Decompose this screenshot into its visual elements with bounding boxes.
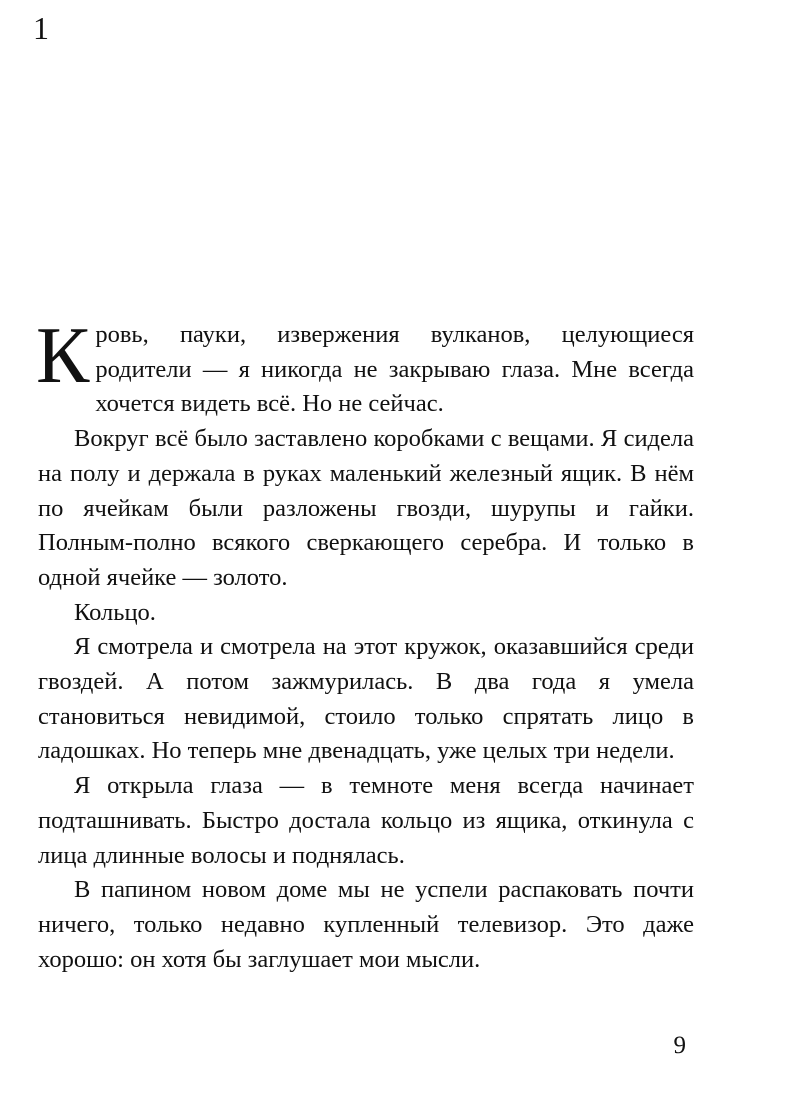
paragraph-6: В папином новом доме мы не успели распаковать почти ничего, только недавно купленный телевизор. Это даже хорошо: он хотя бы заглушает мои мысли. [38,876,694,973]
drop-cap: К [36,312,90,400]
chapter-number: 1 [33,10,49,46]
paragraph-4: Я смотрела и смотрела на этот кружок, оказавшийся среди гвоздей. А потом зажмурилась. В два года я умела становиться невидимой, стоило только спрятать лицо в ладошках. Но теперь мне двенадцать, уже целых три недели. [38,633,694,765]
paragraph-3: Кольцо. [74,598,156,626]
chapter-text [36,312,694,977]
page-number: 9 [673,1032,686,1059]
paragraph-1 [36,312,694,422]
paragraph-2: Вокруг всё было заставлено коробками с вещами. Я сидела на полу и держала в руках маленький железный ящик. В нём по ячейкам были разложены гвозди, шурупы и гайки. Полным-полно всякого сверкающего серебра. И только в одной ячейке — золото. [38,425,694,591]
paragraph-1-text: ровь, пауки, извержения вулканов, целующиеся родители — я никогда не закрываю глаза. Мне всегда хочется видеть всё. Но не сейчас. [95,321,694,418]
paragraph-5: Я открыла глаза — в темноте меня всегда начинает подташнивать. Быстро достала кольцо из ящика, откинула с лица длинные волосы и поднялась. [38,772,694,869]
